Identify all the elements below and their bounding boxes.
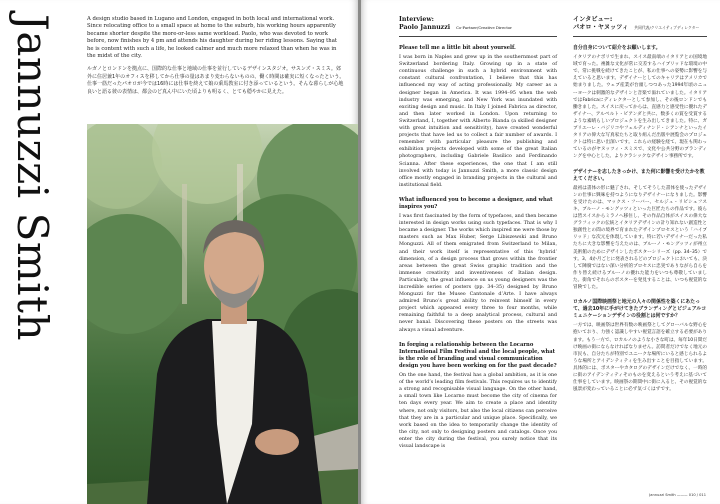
english-column [399,16,557,458]
question-jp-1: 自分自身について紹介をお願いします。 [573,45,661,51]
header-rule [399,36,557,37]
interview-header-jp [573,16,707,32]
left-page [0,0,358,504]
interviewee-role: Co-Partner/Creative Director [456,25,512,30]
question-jp-3: ロカルノ国際映画祭と地元の人々の関係性を築くにあたって、過去10年に手がけてきたブランディングとビジュアルコミュニケーションデザインの役割とは何ですか？ [573,299,707,320]
portrait-photo [87,124,358,504]
page-footer: Jannuzzi Smith ——— 010 / 011 [649,493,706,497]
portrait-illustration [87,124,358,504]
vertical-title: Jannuzzi Smith [8,14,57,342]
answer-en-3: On the one hand, the festival has a global ambition, as it is one of the world’s leading film festivals. This requires us to identify a strong and recognisable visual language. On the other hand, a small town like Locarno must become the city of cinema for ten days every year. We aim to create a place and identity where, not only visitors, but also the local citizens can perceive that they are in a particular and unique place. Specifically, we work based on the idea to temporarily change the identity of the city, not only to designing posters and catalogs. Once you enter the city during the festival, you surely notice that its visual landscape is [399,372,557,449]
answer-en-2: I was first fascinated by the form of typefaces, and then became interested in design works using such typefaces. That is why I became a designer. The works which inspired me were those by masters such as Max Huber, Serge Libiszewski and Bruno Monguzzi. All of them emigrated from Switzerland to Milan, and their work itself is representative of this ‘hybrid’ dimension, of a design process that grows within the frontier areas between the great Swiss graphic tradition and the immense creativity and inventiveness of Italian design. Particularly, the great influence on us young designers was the incredible series of posters (pp. 34–35) designed by Bruno Monguzzi for the Museo Cantonale d’Arte. I have always admired Bruno’s great ability to reinvent himself in every project which appeared every three to four months, while remaining faithful to a deep analytical process, cultural and never banal. Discovering these posters on the streets was always a visual adventure. [399,213,557,333]
answer-en-1: I was born in Naples and grew up in the southernmost part of Switzerland bordering Italy. Growing up in a state of continuous challenge in such a hybrid environment with constant cultural confrontation, I believe that this has influenced my way of acting professionally. My career as a designer began in America. It was 1994–95 when the web industry was emerging, and New York was inundated with exciting design and music. In Italy I joined Fabrica as director, and then later worked in London. Upon returning to Switzerland, I, together with Alberto Bianda (a skilled designer with great intuition and sensitivity), have created wonderful projects that have led us to collect a fair number of awards. I remember with particular pleasure the publishing and exhibition projects developed with some of the great Italian photographers, including Gabriele Basilico and Ferdinando Scianna. After these experiences, the one that I am still involved with today is Jannuzzi Smith, a more classic design office mostly engaged in branding projects in the cultural and institutional field. [399,54,557,188]
interview-header [399,16,557,32]
interviewee-name-jp: パオロ・ヤヌッツィ [573,24,629,31]
right-page [361,0,720,504]
japanese-column [573,16,707,401]
answer-jp-2: 最初は書体の形に魅了され、そしてそうした書体を使ったデザインの仕事に興味を持つようになりデザイナーになりました。影響を受けたのは、マックス・フーバー、セルジュ・リビシェフスキ、ブルーノ・モングッツィといった巨匠たちの作品です。彼らは皆スイスからミラノへ移住し、その作品自体がスイスの偉大なグラフィックの伝統とイタリアデザインの計り知れない創造性と独創性との間の境界で育まれたデザインプロセスという「ハイブリッド」な次元を体現しています。特に若いデザイナーだった私たちに大きな影響を与えたのは、ブルーノ・モングッツィが州立美術館のためにデザインしたポスターシリーズ（pp. 34–35）です。3、4か月ごとに発表されるどのプロジェクトにおいても、決して陳腐ではない深い分析的プロセスに忠実でありながら自らを作り替え続けるブルーノの優れた能力をいつも尊敬していました。街角でそれらのポスターを発見することは、いつも視覚的な冒険でした。 [573,185,708,290]
intro-block [87,16,345,102]
interviewee-role-jp: 共同代表/クリエイティブディレクター [634,25,700,30]
answer-jp-3: 一方では、映画祭は世界有数の映画祭としてグローバルな野心を抱いており、力強く認識しやすい視覚言語を確立する必要があります。もう一方で、ロカルノのような小さな町は、毎年10日間だけ映画の街にならなければなりません。訪問者だけでなく地元の市民も、自分たちが特別でユニークな場所にいると感じられるような場所とアイデンティティを生み出すことを目指しています。具体的には、ポスターやカタログのデザインだけでなく、一時的に街のアイデンティティそのものを変えるという考えに基づいて仕事をしています。映画祭の期間中に街に入ると、その視覚的な風景が変わっていることに必ず気づくはずです。 [573,323,707,393]
question-en-3: In forging a relationship between the Locarno International Film Festival and the local people, what is the role of branding and visual communication design you have been working on for the past decade? [399,341,557,369]
question-jp-2: デザイナーを志したきっかけ、また何に影響を受けたかを教えてください。 [573,168,705,182]
interviewee-name: Paolo Jannuzzi [399,24,451,31]
interview-label: Interview: [399,16,434,23]
intro-japanese: ルガノとロンドンを拠点に、国際的な仕事と地域の仕事を並行しているデザインスタジオ。サスンズ・スミス。郊外に住居兼1年のオフィスを移してから仕事の量はあまり変わらないものの、働く時間は確実に短くなったという。仕事一筋だったパオロが今では16時には仕事を終えて娘の乗馬教室に付き添っているという。そんな暮らしが心地良いと語る彼の表情は、都会のど真ん中にいた頃よりも明るく、とても穏やかに見えた。 [87,66,345,95]
question-en-2: What influenced you to become a designer, and what inspires you? [399,196,553,210]
header-rule-jp [573,36,707,37]
answer-jp-1: イタリアのナポリで生まれ、スイス最南端のイタリアとの国境地域で育った。複雑な文化が常に交差するハイブリッドな環境の中で、常に挑戦を続けてきたことが、私の仕事への姿勢に影響を与えていると思います。デザイナーとしてのキャリアはアメリカで始まりました。ウェブ産業が台頭しつつあった1994年頃のニューヨークは刺激的なデザインと音楽で溢れていました。イタリアではFabricaにディレクターとして参加し、その後ロンドンでも働きました。スイスに戻ってからは、直感力と感受性に優れたデザイナー、アルベルト・ビアンダと共に、数多くの賞を受賞するような素晴らしいプロジェクトを生み出してきました。特に、ガブリエーレ・バジリコやフェルディナンド・シアンナといったイタリアの偉大な写真家たちと取り組んだ出版や展覧会のプロジェクトは特に思い出深いです。これらの経験を経て、現在も関わっているのがヤヌッツィ・スミスで、文化や公共分野のブランディングを中心とした、よりクラシックなデザイン事務所です。 [573,55,707,160]
question-en-1: Please tell me a little bit about yourself. [399,45,516,51]
interview-label-jp: インタビュー: [573,16,613,23]
intro-english: A design studio based in Lugano and London, engaged in both local and international work. Since relocating office to a small space at home to the suburb, his working hours apparently became shorter despite the more-or-less same workload. Paolo, who was devoted to work before, now finishes by 4 pm and attends his daughter during her riding lessons. Saying that he is content with such a life, he looked calmer and much more relaxed than when he was in the midst of the city. [87,16,338,60]
